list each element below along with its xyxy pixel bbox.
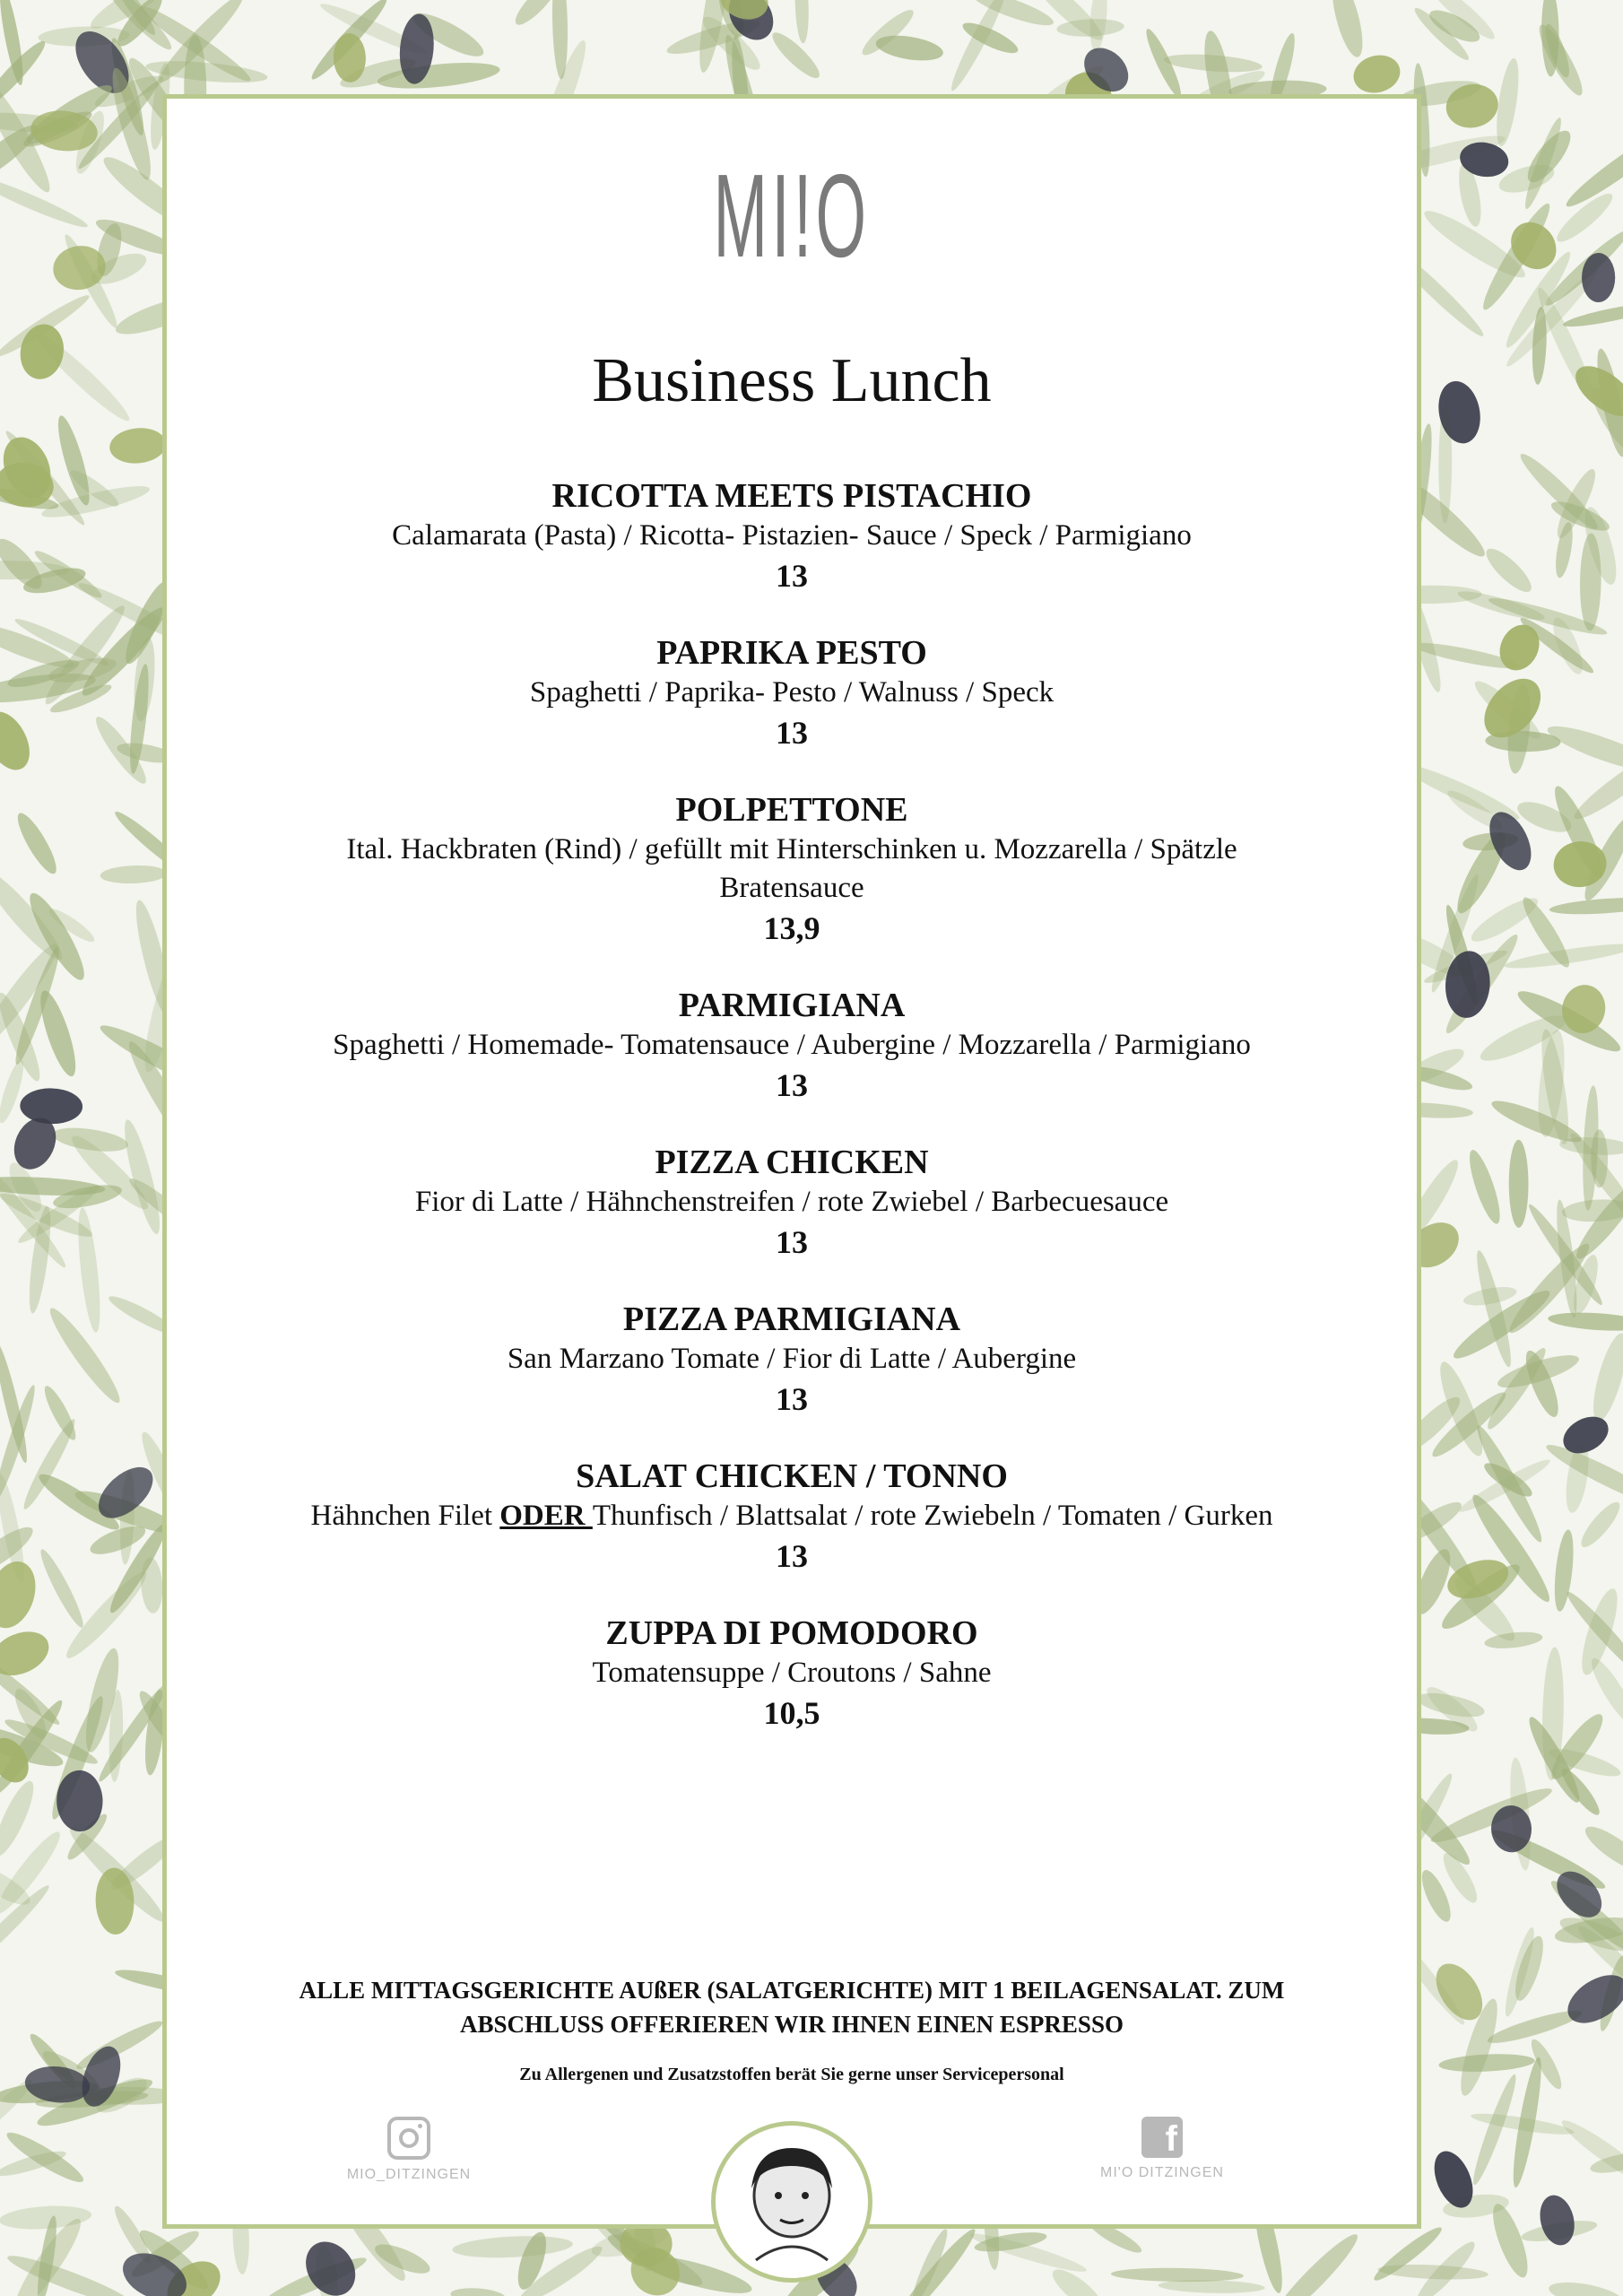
menu-item	[167, 985, 1417, 1106]
olive-leaf	[12, 809, 63, 878]
olive-fruit	[1350, 50, 1405, 99]
dish-description-line-2: Bratensauce	[719, 872, 864, 904]
olive-leaf	[1557, 2114, 1623, 2192]
olive-leaf	[1484, 1630, 1544, 1651]
olive-leaf	[1586, 1330, 1623, 1424]
dish-price: 13	[776, 558, 808, 594]
olive-leaf	[450, 2286, 506, 2296]
olive-leaf	[1561, 122, 1623, 213]
lunch-note	[221, 1973, 1363, 2041]
dish-price: 13,9	[763, 910, 820, 946]
dish-description: Spaghetti / Homemade- Tomatensauce / Aubergine / Mozzarella / Parmigiano	[333, 1029, 1251, 1061]
dish-name: POLPETTONE	[675, 791, 908, 829]
olive-leaf	[1377, 2263, 1488, 2282]
dish-price: 13	[776, 715, 808, 751]
facebook-handle: MI'O DITZINGEN	[1100, 2165, 1224, 2180]
dish-name: PARMIGIANA	[678, 987, 906, 1024]
olive-fruit	[108, 426, 168, 466]
olive-leaf	[1504, 939, 1623, 972]
olive-leaf	[36, 1546, 89, 1631]
olive-leaf	[1464, 1147, 1506, 1227]
facebook-link[interactable]	[1028, 2117, 1297, 2181]
dish-description	[167, 1497, 1417, 1535]
allergen-note: Zu Allergenen und Zusatzstoffen berät Sie gerne unser Servicepersonal	[519, 2065, 1064, 2084]
dish-name: PAPRIKA PESTO	[656, 634, 927, 672]
olive-leaf	[1544, 718, 1623, 779]
olive-fruit	[0, 1623, 56, 1683]
instagram-handle: MIO_DITZINGEN	[346, 2167, 472, 2182]
page-title: Business Lunch	[592, 346, 992, 415]
olive-leaf	[1509, 1140, 1529, 1228]
olive-leaf	[100, 865, 167, 885]
menu-card	[162, 94, 1421, 2229]
menu-item	[167, 1456, 1417, 1577]
olive-leaf	[1580, 1820, 1623, 1877]
dish-price: 13	[776, 1381, 808, 1417]
olive-fruit	[1559, 1965, 1623, 2032]
olive-leaf	[0, 1057, 28, 1125]
dish-description: Calamarata (Pasta) / Ricotta- Pistazien- Sauce / Speck / Parmigiano	[392, 519, 1192, 552]
dish-price: 13	[776, 1224, 808, 1260]
menu-item	[167, 632, 1417, 753]
olive-leaf	[1547, 2278, 1623, 2296]
olive-leaf	[1575, 1498, 1623, 1552]
menu-item	[167, 475, 1417, 596]
olive-fruit	[16, 321, 68, 383]
olive-leaf	[0, 1777, 40, 1860]
olive-fruit	[0, 704, 39, 778]
oder-emphasis: ODER	[499, 1500, 593, 1532]
portrait-icon	[716, 2126, 868, 2278]
olive-leaf	[1111, 2267, 1244, 2283]
restaurant-logo: MI!O	[713, 150, 871, 282]
lunch-note-line-2: ABSCHLUSS OFFERIEREN WIR IHNEN EINEN ESPRESSO	[460, 2011, 1124, 2038]
olive-leaf	[43, 1303, 126, 1408]
dish-description: Fior di Latte / Hähnchenstreifen / rote Zwiebel / Barbecuesauce	[414, 1186, 1169, 1218]
desc-part: Thunfisch / Blattsalat / rote Zwiebeln / Tomaten / Gurken	[592, 1500, 1273, 1532]
menu-item	[167, 789, 1417, 949]
olive-leaf	[1468, 2072, 1521, 2187]
dish-name: RICOTTA MEETS PISTACHIO	[551, 477, 1032, 515]
olive-fruit	[0, 1555, 44, 1634]
menu-item	[167, 1142, 1417, 1263]
portrait-badge	[711, 2121, 872, 2283]
dish-name: PIZZA CHICKEN	[655, 1144, 929, 1181]
olive-leaf	[794, 0, 810, 43]
dish-description: Spaghetti / Paprika- Pesto / Walnuss / Speck	[529, 676, 1055, 709]
olive-leaf	[1480, 543, 1537, 597]
facebook-icon: f	[1141, 2117, 1183, 2158]
menu-list	[167, 475, 1417, 1770]
dish-description: San Marzano Tomate / Fior di Latte / Aubergine	[507, 1343, 1077, 1375]
dish-price: 10,5	[763, 1695, 820, 1731]
olive-leaf	[768, 27, 825, 83]
instagram-link[interactable]	[301, 2117, 516, 2183]
dish-description: Ital. Hackbraten (Rind) / gefüllt mit Hinterschinken u. Mozzarella / Spätzle	[346, 833, 1237, 865]
dish-name: ZUPPA DI POMODORO	[605, 1614, 978, 1652]
dish-description: Tomatensuppe / Croutons / Sahne	[592, 1657, 992, 1689]
lunch-note-line-1: ALLE MITTAGSGERICHTE AUßER (SALATGERICHTE) MIT 1 BEILAGENSALAT. ZUM	[299, 1977, 1285, 2004]
olive-leaf	[1532, 21, 1588, 100]
dish-name: SALAT CHICKEN / TONNO	[576, 1457, 1008, 1495]
olive-leaf	[1326, 0, 1368, 60]
instagram-icon	[387, 2117, 430, 2160]
olive-leaf	[452, 2233, 574, 2260]
dish-name: PIZZA PARMIGIANA	[622, 1300, 961, 1338]
olive-fruit	[20, 1088, 83, 1125]
menu-item	[167, 1299, 1417, 1420]
desc-part: Hähnchen Filet	[310, 1500, 500, 1532]
dish-price: 13	[776, 1067, 808, 1103]
olive-leaf	[1548, 1310, 1623, 1334]
olive-leaf	[34, 987, 82, 1080]
menu-item	[167, 1613, 1417, 1734]
dish-price: 13	[776, 1538, 808, 1574]
olive-fruit	[1582, 253, 1615, 302]
